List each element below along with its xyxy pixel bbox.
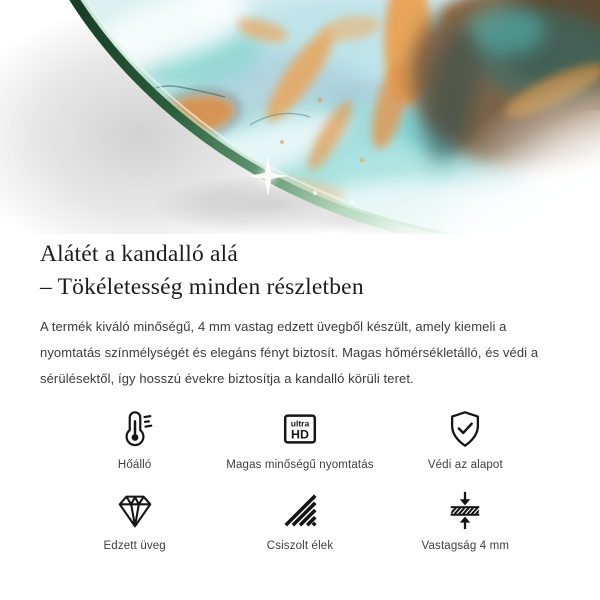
feature-label: Hőálló xyxy=(117,459,152,471)
feature-high-quality-print xyxy=(217,408,382,471)
fireplace-glass-mat-image xyxy=(0,0,600,234)
polished-edges-icon xyxy=(279,489,321,531)
thickness-icon xyxy=(444,489,486,531)
title-line-2: – Tökéletesség minden részletben xyxy=(40,274,364,300)
feature-label: Vastagság 4 mm xyxy=(421,540,510,552)
title-line-1: Alátét a kandalló alá xyxy=(40,241,238,267)
feature-tempered-glass xyxy=(52,489,217,552)
product-photo xyxy=(0,0,600,234)
feature-heat-resistant xyxy=(52,408,217,471)
product-description: A termék kiváló minőségű, 4 mm vastag edzett üvegből készült, amely kiemeli a nyomtatás színmélységét és elegáns fényt biztosít. Magas hőmérsékletálló, és védi a sérülésektől, így hosszú évekre biztosítja a kandalló körüli teret. xyxy=(40,319,539,386)
ultra-hd-icon xyxy=(279,408,321,450)
feature-label: Csiszolt élek xyxy=(266,540,334,552)
diamond-icon xyxy=(114,489,156,531)
page-title xyxy=(40,238,560,304)
hd-label: HD xyxy=(291,427,309,442)
thermometer-icon xyxy=(114,408,156,450)
feature-label: Védi az alapot xyxy=(427,459,503,471)
feature-thickness xyxy=(383,489,548,552)
feature-protects-base xyxy=(383,408,548,471)
feature-label: Edzett üveg xyxy=(103,540,166,552)
product-info xyxy=(0,238,600,552)
features-grid xyxy=(52,408,548,552)
feature-polished-edges xyxy=(217,489,382,552)
feature-label: Magas minőségű nyomtatás xyxy=(226,459,374,471)
shield-check-icon xyxy=(444,408,486,450)
ultra-label: ultra xyxy=(290,418,310,429)
